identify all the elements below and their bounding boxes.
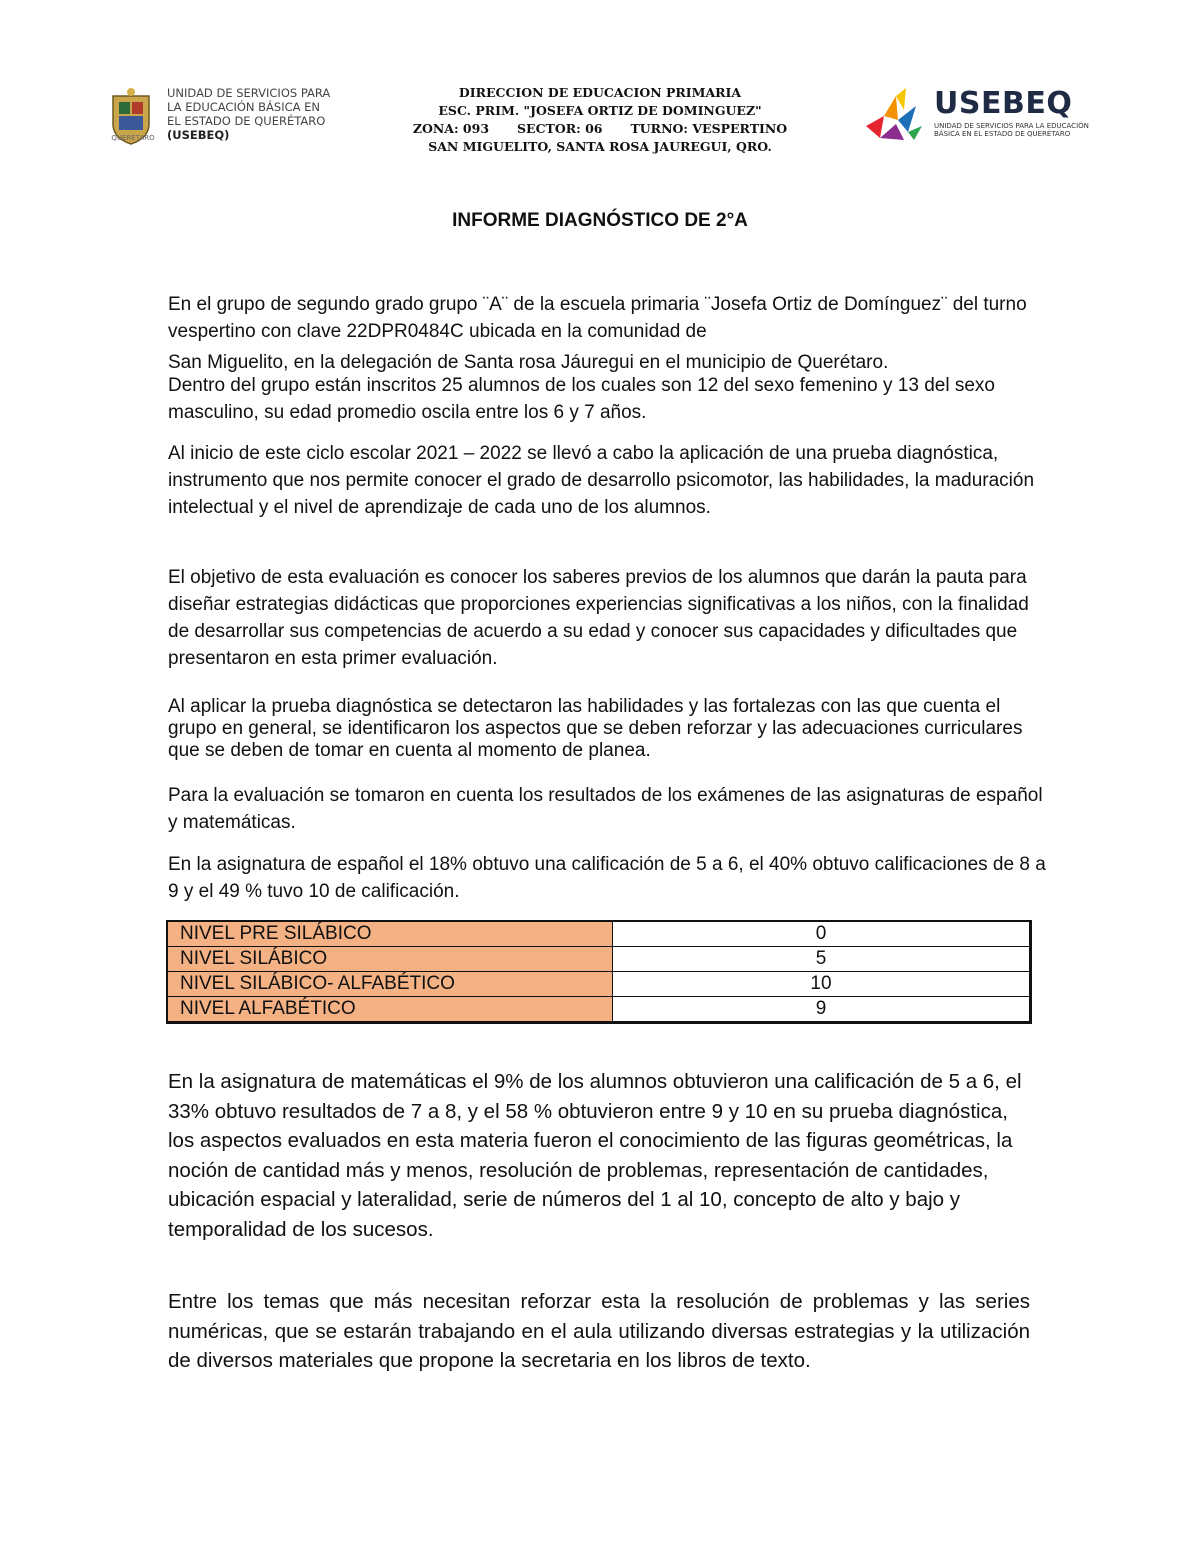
zone-sector-row bbox=[390, 120, 810, 138]
usebeq-subtitle-line: BÁSICA EN EL ESTADO DE QUERÉTARO bbox=[934, 130, 1071, 138]
zone-label: ZONA: 093 bbox=[412, 121, 490, 136]
level-label: NIVEL PRE SILÁBICO bbox=[167, 921, 613, 947]
level-count: 5 bbox=[613, 947, 1031, 972]
paragraph-evaluation: Para la evaluación se tomaron en cuenta los resultados de los exámenes de las asignaturas de español y matemáticas. bbox=[168, 785, 1043, 833]
table-row bbox=[167, 972, 1031, 997]
school-info bbox=[390, 84, 810, 156]
reading-levels-table bbox=[166, 920, 1032, 1024]
left-logo-line: (USEBEQ) bbox=[167, 128, 230, 142]
paragraph-location: San Miguelito, en la delegación de Santa rosa Jáuregui en el municipio de Querétaro. bbox=[168, 352, 889, 373]
school-name-line: ESC. PRIM. "JOSEFA ORTIZ DE DOMINGUEZ" bbox=[438, 103, 762, 118]
sector-label: SECTOR: 06 bbox=[517, 121, 603, 136]
crest-caption: QUERÉTARO bbox=[111, 134, 155, 142]
usebeq-subtitle-line: UNIDAD DE SERVICIOS PARA LA EDUCACIÓN bbox=[934, 122, 1089, 130]
left-logo-line: LA EDUCACIÓN BÁSICA EN bbox=[167, 100, 321, 114]
left-logo-line: UNIDAD DE SERVICIOS PARA bbox=[167, 86, 331, 100]
direction-line: DIRECCION DE EDUCACION PRIMARIA bbox=[458, 85, 742, 100]
usebeq-subtitle bbox=[934, 122, 1094, 138]
table-row bbox=[167, 947, 1031, 972]
paragraph-findings: Al aplicar la prueba diagnóstica se detectaron las habilidades y las fortalezas con las que cuenta el grupo en general, se identificaron los aspectos que se deben reforzar y las adecuaciones curriculares que se deben de tomar en cuenta al momento de planea. bbox=[168, 696, 1023, 761]
usebeq-logo bbox=[862, 82, 1092, 142]
level-label: NIVEL SILÁBICO bbox=[167, 947, 613, 972]
report-title: INFORME DIAGNÓSTICO DE 2°A bbox=[452, 210, 748, 231]
document-header bbox=[0, 78, 1200, 168]
level-count: 0 bbox=[613, 921, 1031, 947]
usebeq-state-logo bbox=[105, 82, 345, 154]
paragraph-diagnostic: Al inicio de este ciclo escolar 2021 – 2022 se llevó a cabo la aplicación de una prueba diagnóstica, instrumento que nos permite conocer el grado de desarrollo psicomotor, las habilidades, la maduración intelectual y el nivel de aprendizaje de cada uno de los alumnos. bbox=[168, 443, 1035, 518]
shift-label: TURNO: VESPERTINO bbox=[630, 121, 788, 136]
location-line: SAN MIGUELITO, SANTA ROSA JAUREGUI, QRO. bbox=[428, 139, 772, 154]
usebeq-state-text bbox=[167, 86, 347, 142]
paragraph-enrollment: Dentro del grupo están inscritos 25 alumnos de los cuales son 12 del sexo femenino y 13 del sexo masculino, su edad promedio oscila entre los 6 y 7 años. bbox=[168, 375, 995, 423]
usebeq-wordmark: USEBEQ bbox=[934, 86, 1073, 121]
usebeq-flame-icon bbox=[862, 86, 924, 142]
paragraph-topics-to-reinforce: Entre los temas que más necesitan reforzar esta la resolución de problemas y las series numéricas, que se estarán trabajando en el aula utilizando diversas estrategias y la utilización de diversos materiales que propone la secretaria en los libros de texto. bbox=[168, 1290, 1030, 1372]
table-row bbox=[167, 921, 1031, 947]
table-row bbox=[167, 997, 1031, 1023]
paragraph-spanish-results: En la asignatura de español el 18% obtuvo una calificación de 5 a 6, el 40% obtuvo calificaciones de 8 a 9 y el 49 % tuvo 10 de calificación. bbox=[168, 854, 1046, 902]
level-count: 10 bbox=[613, 972, 1031, 997]
level-label: NIVEL SILÁBICO- ALFABÉTICO bbox=[167, 972, 613, 997]
level-count: 9 bbox=[613, 997, 1031, 1023]
paragraph-objective: El objetivo de esta evaluación es conocer los saberes previos de los alumnos que darán la pauta para diseñar estrategias didácticas que proporciones experiencias significativas a los niños, con la finalidad de desarrollar sus competencias de acuerdo a su edad y conocer sus capacidades y dificultades que presentaron en esta primer evaluación. bbox=[168, 567, 1029, 669]
paragraph-math-results: En la asignatura de matemáticas el 9% de los alumnos obtuvieron una calificación de 5 a 6, el 33% obtuvo resultados de 7 a 8, y el 58 % obtuvieron entre 9 y 10 en su prueba diagnóstica, los aspectos evaluados en esta materia fueron el conocimiento de las figuras geométricas, la noción de cantidad más y menos, resolución de problemas, representación de cantidades, ubicación espacial y lateralidad, serie de números del 1 al 10, concepto de alto y bajo y temporalidad de los sucesos. bbox=[168, 1070, 1022, 1241]
left-logo-line: EL ESTADO DE QUERÉTARO bbox=[167, 114, 326, 128]
paragraph-intro: En el grupo de segundo grado grupo ¨A¨ de la escuela primaria ¨Josefa Ortiz de Domínguez¨ del turno vespertino con clave 22DPR0484C ubicada en la comunidad de bbox=[168, 294, 1027, 342]
level-label: NIVEL ALFABÉTICO bbox=[167, 997, 613, 1023]
